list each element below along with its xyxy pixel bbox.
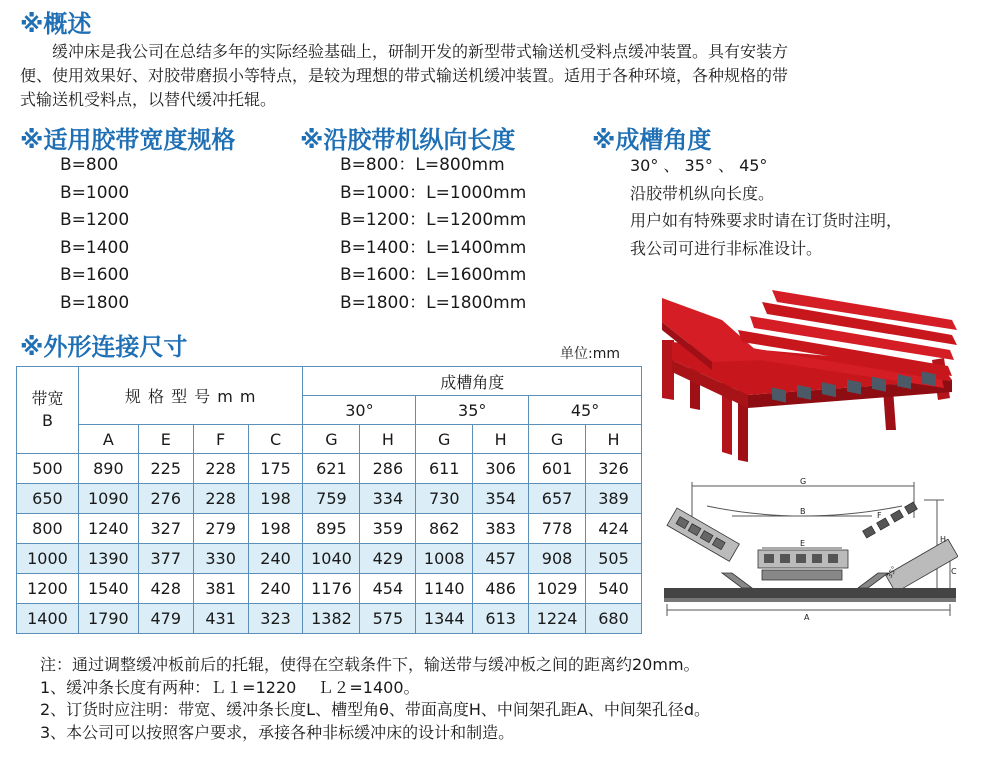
table-cell: 1344 <box>416 604 473 634</box>
table-cell: 1029 <box>529 574 586 604</box>
table-cell: 198 <box>248 484 303 514</box>
diagram-label-g: G <box>800 478 807 486</box>
belt-width-list <box>60 152 129 318</box>
column-header: A <box>78 425 138 454</box>
list-item: B=800 <box>60 155 119 175</box>
buffer-bed-photo <box>652 280 970 470</box>
table-cell: 225 <box>138 454 193 484</box>
table-cell: 383 <box>473 514 529 544</box>
angle-35-header: 35° <box>416 396 529 425</box>
table-row <box>17 544 642 574</box>
table-cell: 613 <box>473 604 529 634</box>
column-header: G <box>303 425 360 454</box>
unit-label: 单位:mm <box>560 346 620 362</box>
angle-text <box>630 152 902 262</box>
spec-header: 规 格 型 号 m m <box>78 367 303 425</box>
overview-text <box>20 40 980 112</box>
table-cell: 862 <box>416 514 473 544</box>
table-cell: 327 <box>138 514 193 544</box>
column-header: H <box>473 425 529 454</box>
angle-line: 用户如有特殊要求时请在订货时注明， <box>630 211 903 231</box>
angle-line: 我公司可进行非标准设计。 <box>630 238 823 258</box>
diagram-label-c: C <box>951 567 957 576</box>
table-cell: 228 <box>193 484 248 514</box>
table-cell: 479 <box>138 604 193 634</box>
table-cell: 1540 <box>78 574 138 604</box>
column-header: H <box>360 425 416 454</box>
note-line: 3、本公司可以按照客户要求，承接各种非标缓冲床的设计和制造。 <box>40 722 515 742</box>
table-cell: 908 <box>529 544 586 574</box>
table-cell: 454 <box>360 574 416 604</box>
table-cell: 377 <box>138 544 193 574</box>
table-cell: 354 <box>473 484 529 514</box>
list-item: B=1600：L=1600mm <box>340 265 527 286</box>
list-item: B=800：L=800mm <box>340 155 505 175</box>
table-cell: 431 <box>193 604 248 634</box>
table-cell: 286 <box>360 454 416 484</box>
table-cell: 611 <box>416 454 473 484</box>
table-cell: 759 <box>303 484 360 514</box>
angle-values: 30° 、 35° 、 45° <box>630 156 768 175</box>
belt-width-header: 带宽 B <box>17 367 79 454</box>
table-cell: 1090 <box>78 484 138 514</box>
overview-line: 便、使用效果好、对胶带磨损小等特点，是较为理想的带式输送机缓冲装置。适用于各种环境，各种规格的带 <box>20 66 789 85</box>
note-line: 2、订货时应注明：带宽、缓冲条长度L、槽型角θ、带面高度H、中间架孔距A、中间架孔径d。 <box>40 700 711 719</box>
table-cell: 1000 <box>17 544 79 574</box>
column-header: G <box>529 425 586 454</box>
overview-line: 缓冲床是我公司在总结多年的实际经验基础上，研制开发的新型带式输送机受料点缓冲装置。具有安装方 <box>20 42 789 61</box>
table-cell: 457 <box>473 544 529 574</box>
table-row <box>17 514 642 544</box>
list-item: B=1000：L=1000mm <box>340 182 527 203</box>
table-cell: 428 <box>138 574 193 604</box>
diagram-label-f: F <box>877 511 882 520</box>
table-cell: 1240 <box>78 514 138 544</box>
dimensions-heading: ※外形连接尺寸 <box>20 333 188 361</box>
table-cell: 389 <box>586 484 642 514</box>
table-row <box>17 454 642 484</box>
angle-45-header: 45° <box>529 396 642 425</box>
table-cell: 890 <box>78 454 138 484</box>
table-cell: 650 <box>17 484 79 514</box>
length-list <box>340 152 526 318</box>
table-cell: 240 <box>248 574 303 604</box>
table-cell: 429 <box>360 544 416 574</box>
table-cell: 575 <box>360 604 416 634</box>
table-cell: 323 <box>248 604 303 634</box>
table-row <box>17 604 642 634</box>
list-item: B=1000 <box>60 182 130 203</box>
list-item: B=1600 <box>60 265 130 286</box>
table-cell: 1382 <box>303 604 360 634</box>
table-cell: 1400 <box>17 604 79 634</box>
diagram-label-e: E <box>800 539 806 548</box>
table-cell: 381 <box>193 574 248 604</box>
table-cell: 1008 <box>416 544 473 574</box>
table-cell: 505 <box>586 544 642 574</box>
table-cell: 228 <box>193 454 248 484</box>
table-cell: 240 <box>248 544 303 574</box>
table-cell: 326 <box>586 454 642 484</box>
diagram-label-b: B <box>800 507 806 516</box>
table-cell: 800 <box>17 514 79 544</box>
table-cell: 730 <box>416 484 473 514</box>
list-item: B=1800 <box>60 292 130 313</box>
length-heading: ※沿胶带机纵向长度 <box>300 126 516 154</box>
table-cell: 486 <box>473 574 529 604</box>
list-item: B=1200：L=1200mm <box>340 210 527 231</box>
table-cell: 1176 <box>303 574 360 604</box>
table-cell: 306 <box>473 454 529 484</box>
diagram-label-angle: 35° <box>885 564 899 580</box>
table-cell: 1200 <box>17 574 79 604</box>
table-cell: 424 <box>586 514 642 544</box>
table-cell: 359 <box>360 514 416 544</box>
angle-header: 成槽角度 <box>303 367 642 396</box>
belt-width-heading: ※适用胶带宽度规格 <box>20 126 236 154</box>
column-header: F <box>193 425 248 454</box>
table-cell: 895 <box>303 514 360 544</box>
table-cell: 680 <box>586 604 642 634</box>
table-cell: 1390 <box>78 544 138 574</box>
overview-heading: ※概述 <box>20 10 92 38</box>
column-header: G <box>416 425 473 454</box>
diagram-label-h: H <box>940 535 947 544</box>
dimension-diagram <box>662 478 958 628</box>
table-cell: 330 <box>193 544 248 574</box>
column-header: C <box>248 425 303 454</box>
dimension-table <box>16 366 642 634</box>
table-row <box>17 574 642 604</box>
list-item: B=1200 <box>60 210 130 231</box>
table-cell: 198 <box>248 514 303 544</box>
note-line: 1、缓冲条长度有两种：Ｌ１=1220 Ｌ２=1400。 <box>40 677 420 697</box>
table-cell: 279 <box>193 514 248 544</box>
list-item: B=1400 <box>60 237 130 258</box>
list-item: B=1400：L=1400mm <box>340 237 527 258</box>
table-cell: 1040 <box>303 544 360 574</box>
angle-line: 沿胶带机纵向长度。 <box>630 183 775 203</box>
table-cell: 334 <box>360 484 416 514</box>
table-cell: 1140 <box>416 574 473 604</box>
table-cell: 540 <box>586 574 642 604</box>
angle-30-header: 30° <box>303 396 416 425</box>
notes <box>40 654 710 744</box>
column-header: E <box>138 425 193 454</box>
column-header: H <box>586 425 642 454</box>
overview-line: 式输送机受料点，以替代缓冲托辊。 <box>20 90 277 109</box>
table-cell: 601 <box>529 454 586 484</box>
list-item: B=1800：L=1800mm <box>340 292 527 313</box>
table-cell: 500 <box>17 454 79 484</box>
table-cell: 1790 <box>78 604 138 634</box>
table-cell: 778 <box>529 514 586 544</box>
diagram-label-a: A <box>804 613 810 622</box>
table-cell: 175 <box>248 454 303 484</box>
note-line: 注：通过调整缓冲板前后的托辊，使得在空载条件下，输送带与缓冲板之间的距离约20mm。 <box>40 655 700 674</box>
table-cell: 657 <box>529 484 586 514</box>
angle-heading: ※成槽角度 <box>592 126 712 154</box>
table-cell: 621 <box>303 454 360 484</box>
table-cell: 1224 <box>529 604 586 634</box>
table-cell: 276 <box>138 484 193 514</box>
table-row <box>17 484 642 514</box>
